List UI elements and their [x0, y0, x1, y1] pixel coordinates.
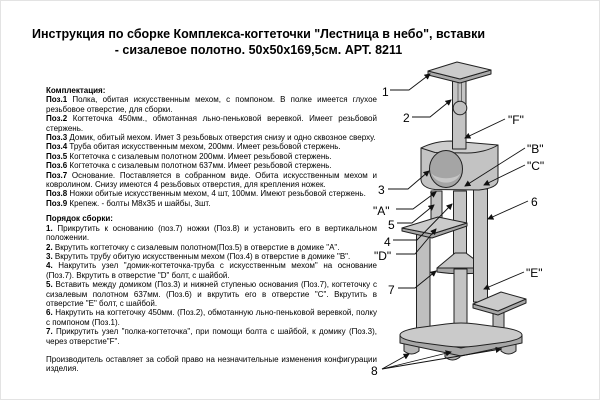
assembly-step: 6. Накрутить на когтеточку 450мм. (Поз.2), обмотанную льно-пеньковой веревкой, полку с помпоном (Поз.1). — [46, 308, 377, 327]
assembly-heading: Порядок сборки: — [46, 214, 113, 224]
leader-hole-e — [484, 272, 524, 289]
assembly-step: 5. Вставить между домиком (Поз.3) и нижней ступенью основания (Поз.7), когтеточку с сизалевым полотном 637мм. (Поз.6) и вкрутить его в отверстие "С". Вкрутить в отверстие "Е" болт, с шайбой. — [46, 280, 377, 308]
assembly-step: 3. Вкрутить трубу обитую искусственным мехом (Поз.4) в отверстие в домике "В". — [46, 251, 351, 261]
parts-item: Поз.4 Труба обитая искусственным мехом, 200мм. Имеет резьбовой стержень. — [46, 142, 341, 152]
hole-label-d: "D" — [374, 249, 392, 263]
part-label-6: 6 — [531, 195, 538, 209]
hole-label-b: "B" — [527, 142, 544, 156]
hole-label-f: "F" — [508, 113, 524, 127]
base-left-column-shape — [417, 228, 431, 329]
assembly-step: 7. Прикрутить узел "полка-когтеточка", при помощи болта с шайбой, к домику (Поз.3), через отверстие"F". — [46, 327, 377, 346]
sisal-post-637-shape — [474, 189, 488, 302]
assembly-step: 1. Прикрутить к основанию (поз.7) ножки (Поз.8) и установить его в вертикальном положении. — [46, 223, 377, 243]
leader-hole-a — [396, 192, 436, 209]
pompom-ball — [453, 101, 467, 115]
part-label-5: 5 — [388, 218, 395, 232]
parts-item: Поз.7 Основание. Поставляется в собранном виде. Обита искусственным мехом и ковролином. Снизу имеются 4 резьбовых отверстия, для крепления ножек. — [46, 170, 377, 190]
parts-item: Поз.6 Когтеточка с сизалевым полотном 637мм. Имеет резьбовой стержень. — [46, 161, 332, 171]
assembly-diagram — [369, 56, 600, 400]
page-title — [1, 27, 516, 58]
parts-list — [46, 95, 377, 208]
part-label-3: 3 — [378, 183, 385, 197]
title-line-1: Инструкция по сборке Комплекса-когтеточки "Лестница в небо", вставки — [31, 27, 486, 41]
leader-part1 — [390, 74, 430, 90]
part-label-8: 8 — [371, 364, 378, 378]
leader-part8-mid — [382, 352, 451, 369]
parts-item: Поз.8 Ножки обитые искусственным мехом, 4 шт, 100мм. Имеют резьбовой стержень. — [46, 189, 366, 199]
part-label-7: 7 — [388, 283, 395, 297]
parts-item: Поз.2 Когтеточка 450мм., обмотанная льно-пеньковой веревкой. Имеет резьбовой стержень. — [46, 114, 377, 133]
footer-note: Производитель оставляет за собой право на незначительные изменения конфигурации изделия. — [46, 354, 377, 374]
parts-heading: Комплектация: — [46, 86, 106, 95]
leader-part2 — [412, 100, 451, 117]
part-label-4: 4 — [384, 235, 391, 249]
text-column — [46, 86, 377, 374]
hole-label-a: "A" — [373, 204, 390, 218]
assembly-step: 4. Накрутить узел "домик-когтеточка-труба с искусственным мехом" на основание (Поз.7). Вкрутить в отверстие "D" болт, с шайбой. — [46, 261, 377, 280]
assembly-steps-list — [46, 224, 377, 346]
parts-item: Поз.9 Крепеж. - болты М8х35 и шайбы, 3шт. — [46, 198, 211, 208]
parts-item: Поз.1 Полка, обитая искусственным мехом, с помпоном. В полке имеется глухое резьбовое отверстие, для сборки. — [46, 95, 377, 114]
title-line-2: - сизалевое полотно. 50х50х169,5см. АРТ. 8211 — [114, 42, 403, 57]
hole-label-c: "C" — [527, 159, 545, 173]
part-label-1: 1 — [382, 85, 389, 99]
parts-item: Поз.3 Домик, обитый мехом. Имет 3 резьбовых отверстия снизу и одно сквозное сверху. — [46, 133, 376, 143]
base-center-column-shape — [454, 269, 467, 330]
parts-item: Поз.5 Когтеточка с сизалевым полотном 200мм. Имеет резьбовой стержень. — [46, 151, 332, 161]
leader-part6 — [488, 201, 528, 219]
hole-label-e: "E" — [526, 266, 543, 280]
assembly-step: 2. Вкрутить когтеточку с сизалевым полотном(Поз.5) в отверстие в домике "А". — [46, 242, 340, 252]
leader-hole-f — [465, 119, 505, 138]
part-label-2: 2 — [403, 111, 410, 125]
